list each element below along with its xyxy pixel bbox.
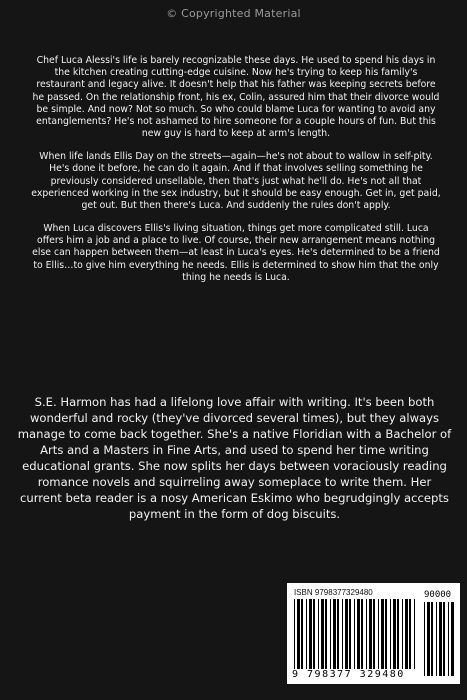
blurb-paragraph-2: When life lands Ellis Day on the streets—again—he's not about to wallow in self-pity. He's done it before, he can do it again. And if that involves selling something he previously considered unsellable, then that's just what he'll do. He's not all that experienced working in the sex industry, but it should be easy enough. Get in, get paid, get out. But then there's Luca. And suddenly the rules don't apply.	[31, 151, 441, 211]
price-barcode-bars	[424, 602, 454, 676]
barcode-bars	[294, 599, 418, 669]
copyright-watermark: © Copyrighted Material	[166, 7, 301, 20]
isbn-label: ISBN 9798377329480	[294, 588, 373, 597]
author-bio: S.E. Harmon has had a lifelong love affair with writing. It's been both wonderful and rocky (they've divorced several times), but they always manage to come back together. She's a native Floridian with a Bachelor of Arts and a Masters in Fine Arts, and used to spend her time writing educational grants. She now splits her days between voraciously reading romance novels and squirreling away someplace to write them. Her current beta reader is a nosy American Eskimo who begrudgingly accepts payment in the form of dog biscuits.	[17, 395, 452, 521]
blurb-paragraph-1: Chef Luca Alessi's life is barely recognizable these days. He used to spend his days in the kitchen creating cutting-edge cuisine. Now he's trying to keep his family's restaurant and legacy alive. It doesn't help that his father was keeping secrets before he passed. On the relationship front, his ex, Colin, assured him that their divorce would be simple. And now? Not so much. So who could blame Luca for wanting to avoid any entanglements? He's not ashamed to hire someone for a couple hours of fun. But this new guy is hard to keep at arm's length.	[32, 55, 440, 140]
price-code: 90000	[424, 590, 452, 600]
barcode-digits: 9 798377 329480	[292, 669, 405, 680]
book-blurb	[30, 55, 442, 295]
isbn-barcode	[287, 583, 460, 684]
blurb-paragraph-3: When Luca discovers Ellis's living situation, things get more complicated still. Luca offers him a job and a place to live. Of course, their new arrangement means nothing else can happen between them—at least in Luca's eyes. He's determined to be a friend to Ellis…to give him everything he needs. Ellis is determined to show him that the only thing he needs is Luca.	[32, 223, 440, 283]
